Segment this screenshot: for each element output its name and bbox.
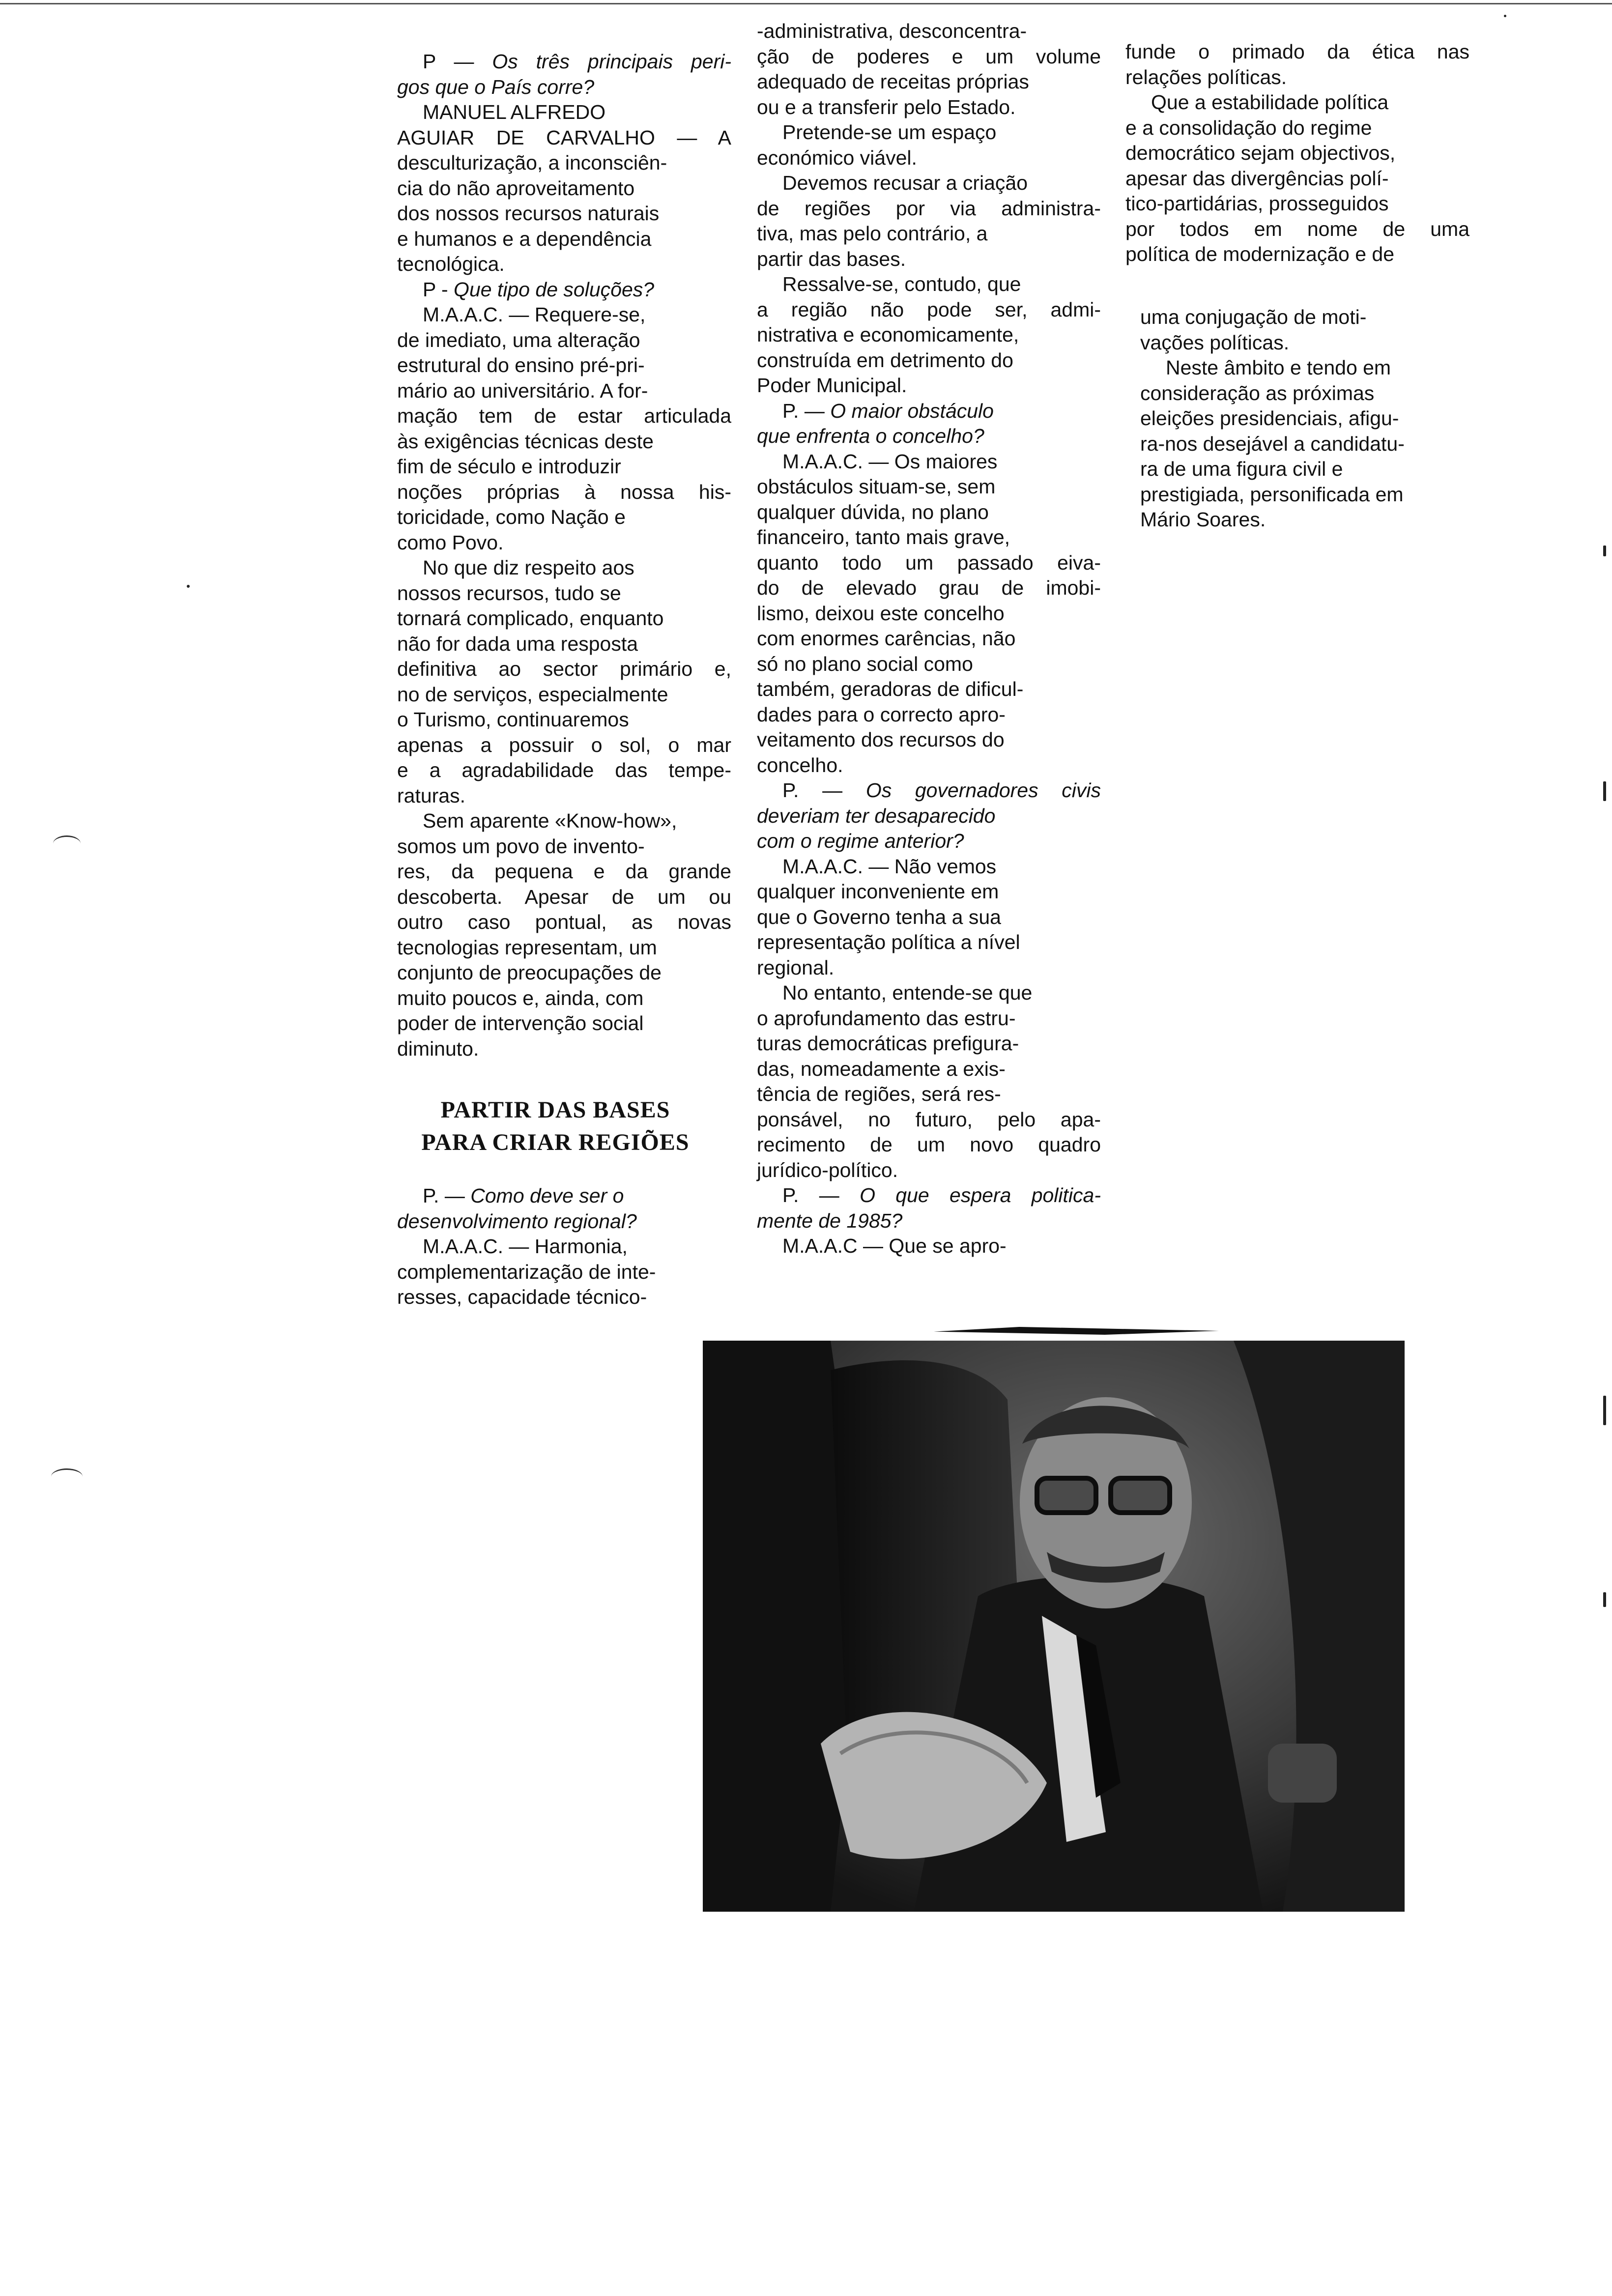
body-text: no de serviços, especialmente	[397, 683, 668, 706]
body-text: regional.	[757, 956, 835, 979]
body-text: Pretende-se um espaço	[782, 121, 997, 144]
italic-question-text: Os três principais peri-	[492, 50, 732, 73]
body-text: consideração as próximas	[1140, 381, 1375, 404]
text-line	[397, 885, 731, 910]
body-text: Sem aparente «Know-how»,	[423, 809, 677, 832]
body-text: turas democráticas prefigura-	[757, 1032, 1019, 1055]
text-line	[397, 1036, 731, 1062]
text-line	[397, 176, 731, 201]
body-text: fim de século e introduzir	[397, 455, 621, 478]
text-line	[757, 727, 1101, 753]
text-line	[397, 1011, 731, 1036]
body-text: conjunto de preocupações de	[397, 961, 662, 984]
body-text: eleições presidenciais, afigu-	[1140, 407, 1399, 430]
body-text: lismo, deixou este concelho	[757, 602, 1005, 625]
body-text: descoberta. Apesar de um ou	[397, 885, 731, 908]
text-line	[397, 657, 731, 682]
article-column-2	[757, 19, 1101, 1259]
text-line	[757, 601, 1101, 627]
glasses-left	[1037, 1478, 1096, 1513]
text-line	[757, 1132, 1101, 1158]
subheading-line-2: PARA CRIAR REGIÕES	[421, 1129, 690, 1155]
article-paragraph	[757, 399, 1101, 449]
body-text: tiva, mas pelo contrário, a	[757, 222, 988, 245]
body-text: por todos em nome de uma	[1125, 217, 1469, 240]
body-text: só no plano social como	[757, 652, 973, 675]
text-line	[397, 986, 731, 1011]
body-text: quanto todo um passado eiva-	[757, 551, 1101, 574]
text-line	[397, 505, 731, 530]
body-text: No que diz respeito aos	[423, 556, 634, 579]
body-text: raturas.	[397, 784, 465, 807]
text-line	[1140, 330, 1484, 356]
body-text: tecnológica.	[397, 253, 505, 275]
article-column-3-bottom	[1140, 305, 1484, 533]
text-line	[757, 19, 1101, 44]
italic-question-text: com o regime anterior?	[757, 830, 964, 852]
text-line	[397, 429, 731, 455]
body-text: tornará complicado, enquanto	[397, 607, 664, 630]
text-line	[757, 399, 1101, 424]
text-line	[397, 834, 731, 860]
text-line	[1140, 457, 1484, 482]
text-line	[757, 424, 1101, 449]
article-paragraph	[397, 302, 731, 555]
text-line	[757, 145, 1101, 171]
body-text: diminuto.	[397, 1037, 479, 1060]
text-line	[397, 277, 731, 303]
photo-top-rule	[934, 1327, 1219, 1335]
scan-speck	[1603, 545, 1606, 556]
body-text: estrutural do ensino pré-pri-	[397, 354, 645, 376]
body-text: que o Governo tenha a sua	[757, 905, 1001, 928]
body-text: democrático sejam objectivos,	[1125, 142, 1396, 164]
body-text: nossos recursos, tudo se	[397, 581, 621, 604]
text-line	[757, 1082, 1101, 1107]
italic-question-text: O maior obstáculo	[830, 399, 994, 422]
body-text: Que a estabilidade política	[1151, 91, 1389, 114]
body-text: qualquer inconveniente em	[757, 880, 999, 903]
text-line	[1125, 166, 1469, 192]
text-line	[397, 353, 731, 378]
text-line	[397, 75, 731, 100]
text-line	[757, 1234, 1101, 1259]
body-text: partir das bases.	[757, 247, 906, 270]
text-line	[757, 652, 1101, 677]
text-line	[757, 69, 1101, 95]
body-text: ponsável, no futuro, pelo apa-	[757, 1108, 1101, 1131]
body-text: No entanto, entende-se que	[782, 981, 1033, 1004]
armrest	[1268, 1744, 1337, 1803]
text-line	[757, 297, 1101, 323]
text-line	[757, 120, 1101, 145]
text-line	[397, 403, 731, 429]
article-paragraph	[1125, 90, 1469, 267]
text-line	[397, 859, 731, 885]
text-line	[757, 778, 1101, 804]
article-paragraph	[757, 120, 1101, 171]
text-line	[397, 631, 731, 657]
text-line	[397, 1183, 731, 1209]
text-line	[397, 1234, 731, 1260]
body-text: como Povo.	[397, 531, 504, 554]
body-text: noções próprias à nossa his-	[397, 480, 731, 503]
text-line	[757, 575, 1101, 601]
body-text: nistrativa e economicamente,	[757, 323, 1019, 346]
text-line	[757, 196, 1101, 222]
text-line	[757, 449, 1101, 475]
scan-speck	[1603, 1592, 1606, 1607]
text-line	[757, 171, 1101, 196]
text-line	[1140, 431, 1484, 457]
body-text: tecnologias representam, um	[397, 936, 657, 959]
text-line	[757, 550, 1101, 576]
body-text: mação tem de estar articulada	[397, 404, 731, 427]
text-line	[397, 910, 731, 935]
body-text: toricidade, como Nação e	[397, 506, 626, 528]
body-text: e humanos e a dependência	[397, 227, 652, 250]
text-line	[397, 1285, 731, 1310]
text-line	[757, 879, 1101, 905]
body-text: dos nossos recursos naturais	[397, 202, 660, 225]
text-line	[757, 930, 1101, 955]
body-text: o Turismo, continuaremos	[397, 708, 629, 731]
body-text: P -	[423, 278, 454, 301]
text-line	[757, 322, 1101, 348]
body-text: uma conjugação de moti-	[1140, 306, 1367, 328]
text-line	[1125, 141, 1469, 166]
text-line	[397, 758, 731, 783]
text-line	[397, 49, 731, 75]
subheading-line-1: PARTIR DAS BASES	[440, 1097, 670, 1123]
article-paragraph	[757, 854, 1101, 981]
text-line	[1125, 217, 1469, 242]
text-line	[757, 626, 1101, 652]
text-line	[757, 1031, 1101, 1057]
body-text: adequado de receitas próprias	[757, 70, 1029, 93]
body-text: P —	[423, 50, 492, 73]
text-line	[757, 525, 1101, 550]
text-line	[757, 373, 1101, 399]
section-subheading	[418, 1094, 693, 1159]
italic-question-text: O que espera politica-	[860, 1184, 1101, 1206]
article-paragraph	[757, 19, 1101, 120]
body-text: a região não pode ser, admi-	[757, 298, 1101, 321]
text-line	[757, 247, 1101, 272]
text-line	[757, 1107, 1101, 1133]
body-text: do de elevado grau de imobi-	[757, 576, 1101, 599]
body-text: somos um povo de invento-	[397, 834, 645, 858]
body-text: Ressalve-se, contudo, que	[782, 273, 1021, 295]
body-text: relações políticas.	[1125, 65, 1287, 88]
body-text: funde o primado da ética nas	[1125, 40, 1469, 63]
body-text: M.A.A.C. — Não vemos	[782, 855, 997, 878]
text-line	[397, 378, 731, 404]
body-text: Poder Municipal.	[757, 374, 907, 397]
text-line	[397, 1209, 731, 1234]
text-line	[757, 829, 1101, 854]
text-line	[757, 1006, 1101, 1032]
text-line	[397, 808, 731, 834]
scan-speck	[1603, 781, 1606, 801]
body-text: cia do não aproveitamento	[397, 176, 635, 200]
body-text: ção de poderes e um volume	[757, 45, 1101, 68]
text-line	[397, 227, 731, 252]
body-text: mário ao universitário. A for-	[397, 379, 648, 402]
body-text: MANUEL ALFREDO	[423, 101, 606, 123]
body-text: M.A.A.C. — Harmonia,	[423, 1235, 628, 1258]
body-text: jurídico-político.	[757, 1158, 898, 1181]
text-line	[1140, 406, 1484, 431]
text-line	[397, 480, 731, 505]
article-paragraph	[397, 808, 731, 1062]
article-paragraph	[397, 1234, 731, 1310]
body-text: de imediato, uma alteração	[397, 328, 640, 351]
text-line	[397, 935, 731, 961]
article-paragraph	[757, 980, 1101, 1183]
text-line	[397, 707, 731, 733]
text-line	[397, 606, 731, 631]
text-line	[757, 854, 1101, 880]
article-paragraph	[757, 1183, 1101, 1234]
text-line	[397, 100, 731, 125]
body-text: apesar das divergências polí-	[1125, 167, 1389, 190]
body-text: ra-nos desejável a candidatu-	[1140, 432, 1405, 455]
text-line	[397, 1260, 731, 1285]
article-paragraph	[397, 277, 731, 303]
text-line	[1140, 507, 1484, 533]
italic-question-text: deveriam ter desaparecido	[757, 804, 996, 827]
text-line	[397, 201, 731, 227]
body-text: definitiva ao sector primário e,	[397, 658, 731, 680]
body-text: qualquer dúvida, no plano	[757, 500, 989, 523]
text-line	[397, 328, 731, 353]
text-line	[397, 682, 731, 708]
body-text: AGUIAR DE CARVALHO — A	[397, 126, 731, 149]
article-paragraph	[757, 171, 1101, 272]
italic-question-text: mente de 1985?	[757, 1209, 903, 1232]
text-line	[757, 500, 1101, 525]
text-line	[757, 1208, 1101, 1234]
article-paragraph	[1140, 355, 1484, 533]
body-text: não for dada uma resposta	[397, 632, 638, 655]
text-line	[1125, 39, 1469, 65]
body-text: Devemos recusar a criação	[782, 172, 1028, 194]
italic-question-text: Como deve ser o	[470, 1184, 624, 1207]
text-line	[757, 1057, 1101, 1082]
body-text: M.A.A.C — Que se apro-	[782, 1234, 1007, 1257]
text-line	[1140, 381, 1484, 406]
text-line	[757, 44, 1101, 70]
body-text: P. —	[782, 1184, 860, 1206]
text-line	[397, 555, 731, 581]
article-paragraph	[397, 555, 731, 808]
body-text: M.A.A.C. — Requere-se,	[423, 303, 646, 326]
body-text: recimento de um novo quadro	[757, 1133, 1101, 1156]
body-text: -administrativa, desconcentra-	[757, 20, 1027, 42]
text-line	[1125, 90, 1469, 115]
italic-question-text: desenvolvimento regional?	[397, 1209, 637, 1233]
scan-mark-2	[51, 1468, 83, 1485]
body-text: veitamento dos recursos do	[757, 728, 1005, 751]
body-text: tência de regiões, será res-	[757, 1083, 1001, 1105]
text-line	[757, 1158, 1101, 1183]
italic-question-text: gos que o País corre?	[397, 75, 595, 98]
body-text: às exigências técnicas deste	[397, 430, 654, 453]
text-line	[757, 1183, 1101, 1208]
text-line	[397, 302, 731, 328]
text-line	[757, 753, 1101, 778]
text-line	[1140, 355, 1484, 381]
body-text: das, nomeadamente a exis-	[757, 1057, 1006, 1080]
body-text: concelho.	[757, 753, 843, 776]
body-text: o aprofundamento das estru-	[757, 1006, 1016, 1030]
body-text: P. —	[782, 779, 866, 802]
text-line	[397, 783, 731, 809]
italic-question-text: Que tipo de soluções?	[454, 278, 655, 301]
portrait-photo	[703, 1341, 1405, 1912]
body-text: Neste âmbito e tendo em	[1166, 356, 1391, 379]
body-text: P. —	[423, 1184, 471, 1207]
body-text: Mário Soares.	[1140, 508, 1266, 531]
text-line	[757, 348, 1101, 373]
article-paragraph	[397, 1183, 731, 1234]
text-line	[757, 474, 1101, 500]
body-text: ra de uma figura civil e	[1140, 458, 1343, 480]
body-text: vações políticas.	[1140, 331, 1290, 354]
italic-question-text: que enfrenta o concelho?	[757, 425, 984, 447]
text-line	[757, 95, 1101, 120]
body-text: prestigiada, personificada em	[1140, 483, 1404, 506]
article-paragraph	[397, 100, 731, 277]
text-line	[1125, 115, 1469, 141]
italic-question-text: Os governadores civis	[865, 779, 1101, 802]
page-top-rule	[0, 3, 1612, 4]
text-line	[1125, 191, 1469, 217]
text-line	[1140, 482, 1484, 508]
body-text: apenas a possuir o sol, o mar	[397, 733, 731, 756]
text-line	[757, 955, 1101, 981]
article-paragraph	[757, 778, 1101, 854]
article-paragraph	[757, 272, 1101, 399]
body-text: construída em detrimento do	[757, 348, 1013, 372]
body-text: poder de intervenção social	[397, 1012, 644, 1034]
glasses-right	[1111, 1478, 1170, 1513]
body-text: económico viável.	[757, 146, 917, 169]
article-paragraph	[757, 1234, 1101, 1259]
body-text: complementarização de inte-	[397, 1260, 656, 1283]
article-column-3-top	[1125, 39, 1469, 267]
text-line	[757, 272, 1101, 297]
body-text: tico-partidárias, prosseguidos	[1125, 192, 1389, 215]
article-paragraph	[397, 49, 731, 100]
text-line	[397, 733, 731, 758]
text-line	[397, 252, 731, 277]
text-line	[397, 960, 731, 986]
body-text: dades para o correcto apro-	[757, 703, 1006, 726]
text-line	[397, 581, 731, 606]
body-text: desculturização, a inconsciên-	[397, 151, 667, 174]
text-line	[1140, 305, 1484, 330]
body-text: e a consolidação do regime	[1125, 116, 1372, 139]
body-text: P. —	[782, 399, 831, 422]
body-text: representação política a nível	[757, 931, 1020, 953]
text-line	[757, 702, 1101, 728]
text-line	[397, 125, 731, 151]
text-line	[1125, 242, 1469, 267]
scan-speck	[187, 585, 190, 588]
text-line	[397, 454, 731, 480]
text-line	[757, 980, 1101, 1006]
body-text: M.A.A.C. — Os maiores	[782, 450, 998, 473]
text-line	[397, 150, 731, 176]
article-column-1-continued	[397, 1183, 731, 1310]
body-text: política de modernização e de	[1125, 243, 1395, 265]
scan-mark-1	[53, 835, 81, 852]
body-text: também, geradoras de dificul-	[757, 678, 1024, 700]
article-paragraph	[1125, 39, 1469, 90]
text-line	[757, 804, 1101, 829]
scan-speck	[1603, 1396, 1606, 1425]
article-paragraph	[1140, 305, 1484, 355]
body-text: de regiões por via administra-	[757, 197, 1101, 220]
body-text: obstáculos situam-se, sem	[757, 475, 996, 498]
body-text: resses, capacidade técnico-	[397, 1286, 647, 1308]
body-text: e a agradabilidade das tempe-	[397, 759, 731, 781]
body-text: ou e a transferir pelo Estado.	[757, 95, 1016, 118]
text-line	[1125, 65, 1469, 90]
body-text: muito poucos e, ainda, com	[397, 986, 644, 1009]
text-line	[397, 530, 731, 556]
body-text: outro caso pontual, as novas	[397, 911, 731, 933]
text-line	[757, 677, 1101, 702]
article-column-1	[397, 49, 731, 1062]
text-line	[757, 905, 1101, 930]
body-text: com enormes carências, não	[757, 627, 1016, 650]
body-text: res, da pequena e da grande	[397, 860, 731, 883]
portrait-image	[703, 1341, 1405, 1912]
article-paragraph	[757, 449, 1101, 778]
text-line	[757, 221, 1101, 247]
body-text: financeiro, tanto mais grave,	[757, 526, 1010, 548]
scan-speck	[1504, 15, 1506, 17]
